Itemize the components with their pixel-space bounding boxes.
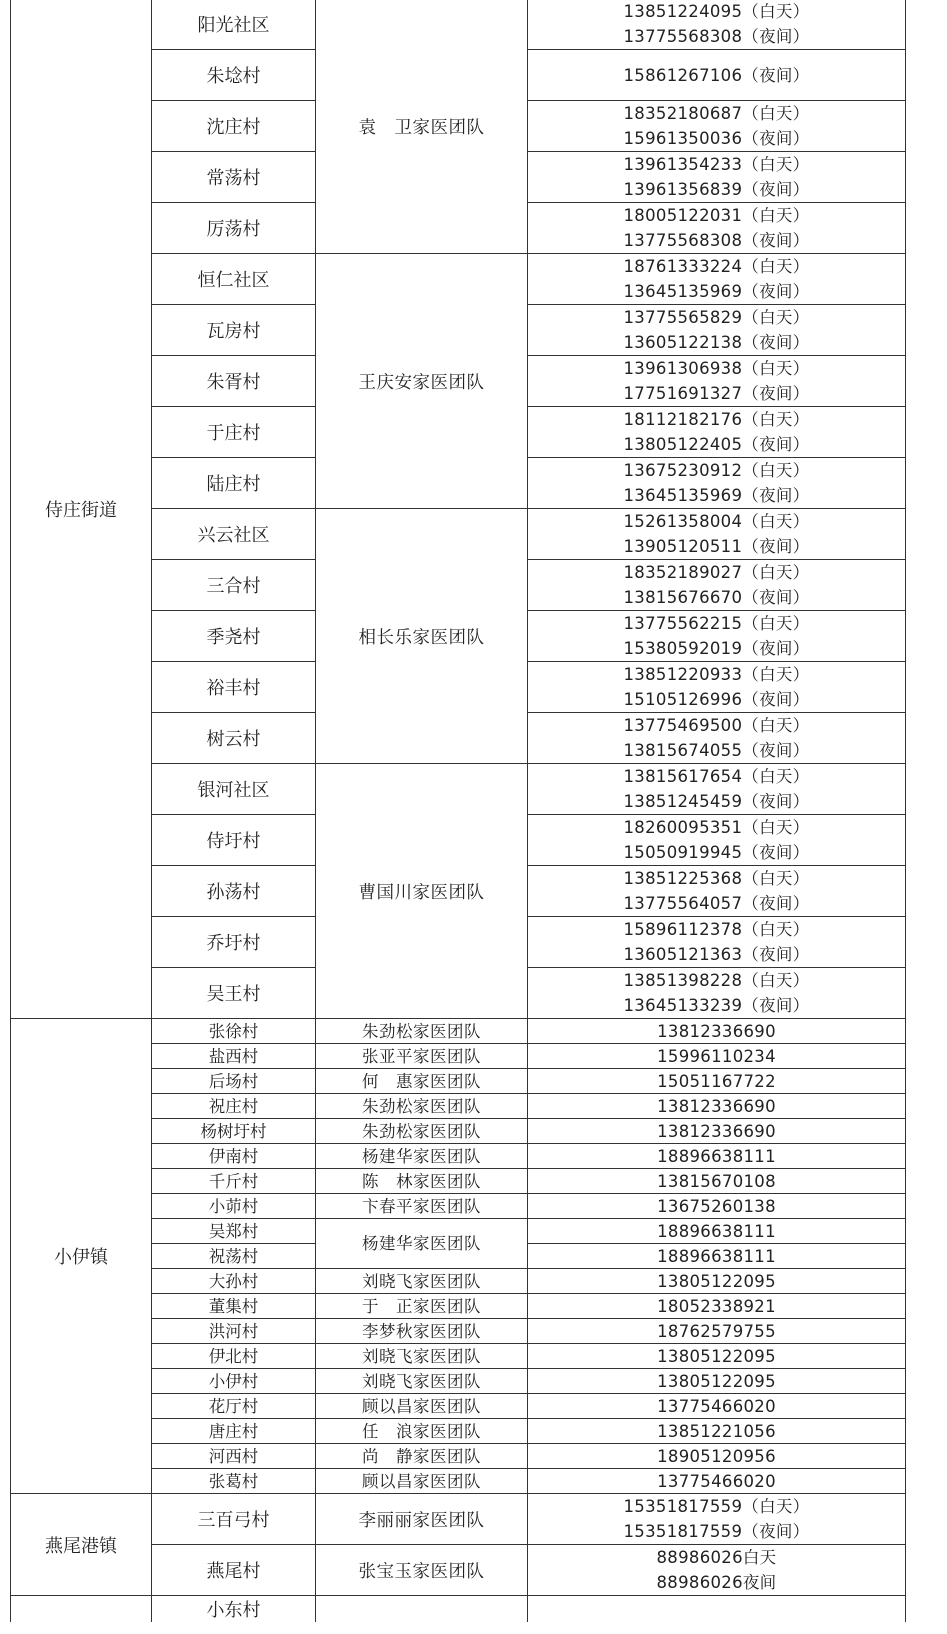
- phone-number: 18761333224（白天）: [623, 257, 810, 276]
- village-name: 三合村: [152, 560, 316, 611]
- phone-cell: [528, 713, 906, 764]
- village-name: 裕丰村: [152, 662, 316, 713]
- team-name: 朱劲松家医团队: [316, 1094, 528, 1119]
- phone-number: 13905120511（夜间）: [623, 537, 810, 556]
- phone-cell: [528, 1494, 906, 1545]
- village-name: 树云村: [152, 713, 316, 764]
- team-name: 杨建华家医团队: [316, 1219, 528, 1269]
- village-name: 小茆村: [152, 1194, 316, 1219]
- table-row: [11, 0, 906, 50]
- phone-number: 15050919945（夜间）: [623, 843, 810, 862]
- team-name: 卞春平家医团队: [316, 1194, 528, 1219]
- team-name: 袁 卫家医团队: [316, 0, 528, 254]
- village-name: 燕尾村: [152, 1545, 316, 1596]
- table-row: [11, 1494, 906, 1545]
- village-name: 瓦房村: [152, 305, 316, 356]
- phone-number: 88986026白天: [656, 1548, 777, 1567]
- village-name: 伊北村: [152, 1344, 316, 1369]
- phone-number: 13675230912（白天）: [623, 461, 810, 480]
- village-name: 朱胥村: [152, 356, 316, 407]
- phone-number: 18762579755: [528, 1319, 906, 1344]
- village-name: 张葛村: [152, 1469, 316, 1494]
- phone-number: 13851221056: [528, 1419, 906, 1444]
- contact-table-page: [10, 0, 906, 1622]
- team-name: [316, 1596, 528, 1623]
- phone-number: 13805122095: [528, 1369, 906, 1394]
- phone-number: 15961350036（夜间）: [623, 129, 810, 148]
- phone-cell: [528, 662, 906, 713]
- village-name: 千斤村: [152, 1169, 316, 1194]
- village-name: 唐庄村: [152, 1419, 316, 1444]
- phone-number: 13815676670（夜间）: [623, 588, 810, 607]
- phone-number: 88986026夜间: [656, 1573, 777, 1592]
- team-name: 王庆安家医团队: [316, 254, 528, 509]
- phone-number: 18896638111: [528, 1144, 906, 1169]
- phone-number: 13851224095（白天）: [623, 2, 810, 21]
- phone-number: 13961306938（白天）: [623, 359, 810, 378]
- village-name: 乔圩村: [152, 917, 316, 968]
- phone-number: 13851398228（白天）: [623, 971, 810, 990]
- village-name: 伊南村: [152, 1144, 316, 1169]
- phone-number: 18352189027（白天）: [623, 563, 810, 582]
- phone-number: 15261358004（白天）: [623, 512, 810, 531]
- team-name: 何 惠家医团队: [316, 1069, 528, 1094]
- phone-number: 13805122405（夜间）: [623, 435, 810, 454]
- village-name: 侍圩村: [152, 815, 316, 866]
- phone-number: 13775562215（白天）: [623, 614, 810, 633]
- village-name: 张徐村: [152, 1019, 316, 1044]
- phone-cell: [528, 1596, 906, 1623]
- village-name: 陆庄村: [152, 458, 316, 509]
- phone-cell: [528, 611, 906, 662]
- phone-cell: [528, 356, 906, 407]
- phone-number: 13775568308（夜间）: [623, 231, 810, 250]
- phone-number: 18052338921: [528, 1294, 906, 1319]
- team-name: 刘晓飞家医团队: [316, 1369, 528, 1394]
- team-name: 李丽丽家医团队: [316, 1494, 528, 1545]
- phone-number: 13805122095: [528, 1344, 906, 1369]
- village-name: 后场村: [152, 1069, 316, 1094]
- village-name: 吴郑村: [152, 1219, 316, 1244]
- phone-number: 15380592019（夜间）: [623, 639, 810, 658]
- phone-number: 15105126996（夜间）: [623, 690, 810, 709]
- team-name: 相长乐家医团队: [316, 509, 528, 764]
- table-row: [11, 1019, 906, 1044]
- phone-number: 13775565829（白天）: [623, 308, 810, 327]
- phone-number: 13645135969（夜间）: [623, 282, 810, 301]
- phone-number: 18260095351（白天）: [623, 818, 810, 837]
- phone-number: 15896112378（白天）: [623, 920, 810, 939]
- phone-number: 13775564057（夜间）: [623, 894, 810, 913]
- phone-cell: [528, 560, 906, 611]
- village-name: 吴王村: [152, 968, 316, 1019]
- village-name: 孙荡村: [152, 866, 316, 917]
- phone-cell: [528, 509, 906, 560]
- phone-number: 18352180687（白天）: [623, 104, 810, 123]
- phone-number: 13675260138: [528, 1194, 906, 1219]
- village-name: 杨树圩村: [152, 1119, 316, 1144]
- village-name: 河西村: [152, 1444, 316, 1469]
- phone-cell: [528, 254, 906, 305]
- team-name: 尚 静家医团队: [316, 1444, 528, 1469]
- family-doctor-contact-table: [10, 0, 906, 1622]
- phone-cell: [528, 152, 906, 203]
- team-name: 任 浪家医团队: [316, 1419, 528, 1444]
- team-name: 杨建华家医团队: [316, 1144, 528, 1169]
- team-name: 刘晓飞家医团队: [316, 1269, 528, 1294]
- phone-number: 13812336690: [528, 1119, 906, 1144]
- phone-number: 15051167722: [528, 1069, 906, 1094]
- team-name: 于 正家医团队: [316, 1294, 528, 1319]
- phone-number: 13605121363（夜间）: [623, 945, 810, 964]
- phone-cell: [528, 101, 906, 152]
- phone-number: 13815617654（白天）: [623, 767, 810, 786]
- team-name: 朱劲松家医团队: [316, 1119, 528, 1144]
- village-name: 大孙村: [152, 1269, 316, 1294]
- phone-cell: [528, 407, 906, 458]
- team-name: 张宝玉家医团队: [316, 1545, 528, 1596]
- village-name: 季尧村: [152, 611, 316, 662]
- phone-cell: [528, 458, 906, 509]
- town-name: 侍庄街道: [11, 0, 152, 1019]
- village-name: 于庄村: [152, 407, 316, 458]
- village-name: 沈庄村: [152, 101, 316, 152]
- team-name: 曹国川家医团队: [316, 764, 528, 1019]
- town-name-continued: [11, 1596, 152, 1623]
- phone-number: 13851225368（白天）: [623, 869, 810, 888]
- village-name: 祝庄村: [152, 1094, 316, 1119]
- phone-number: 17751691327（夜间）: [623, 384, 810, 403]
- phone-number: 13775568308（夜间）: [623, 27, 810, 46]
- team-name: 李梦秋家医团队: [316, 1319, 528, 1344]
- phone-number: 18896638111: [528, 1244, 906, 1269]
- phone-number: 13812336690: [528, 1094, 906, 1119]
- phone-cell: [528, 305, 906, 356]
- village-name: 洪河村: [152, 1319, 316, 1344]
- phone-number: 13775466020: [528, 1394, 906, 1419]
- village-name: 花厅村: [152, 1394, 316, 1419]
- phone-number: 18905120956: [528, 1444, 906, 1469]
- phone-cell: [528, 968, 906, 1019]
- village-name: 董集村: [152, 1294, 316, 1319]
- phone-number: 13645135969（夜间）: [623, 486, 810, 505]
- phone-number: 15996110234: [528, 1044, 906, 1069]
- team-name: 刘晓飞家医团队: [316, 1344, 528, 1369]
- phone-number: 13775469500（白天）: [623, 716, 810, 735]
- town-name: 小伊镇: [11, 1019, 152, 1494]
- phone-cell: [528, 50, 906, 101]
- village-name: 三百弓村: [152, 1494, 316, 1545]
- phone-number: 13851245459（夜间）: [623, 792, 810, 811]
- town-name: 燕尾港镇: [11, 1494, 152, 1596]
- table-row: [11, 1596, 906, 1623]
- village-name: 恒仁社区: [152, 254, 316, 305]
- phone-cell: [528, 203, 906, 254]
- phone-number: 18112182176（白天）: [623, 410, 810, 429]
- team-name: 张亚平家医团队: [316, 1044, 528, 1069]
- phone-cell: [528, 1545, 906, 1596]
- phone-cell: [528, 764, 906, 815]
- phone-number: 18005122031（白天）: [623, 206, 810, 225]
- phone-number: 15351817559（夜间）: [623, 1522, 810, 1541]
- phone-number: 13805122095: [528, 1269, 906, 1294]
- phone-number: 15861267106（夜间）: [623, 65, 810, 85]
- team-name: 朱劲松家医团队: [316, 1019, 528, 1044]
- village-name: 阳光社区: [152, 0, 316, 50]
- village-name: 小东村: [152, 1596, 316, 1623]
- team-name: 陈 林家医团队: [316, 1169, 528, 1194]
- phone-cell: [528, 866, 906, 917]
- village-name: 朱埝村: [152, 50, 316, 101]
- village-name: 银河社区: [152, 764, 316, 815]
- phone-number: 18896638111: [528, 1219, 906, 1244]
- phone-number: 13961354233（白天）: [623, 155, 810, 174]
- village-name: 厉荡村: [152, 203, 316, 254]
- team-name: 顾以昌家医团队: [316, 1469, 528, 1494]
- phone-number: 13812336690: [528, 1019, 906, 1044]
- phone-cell: [528, 917, 906, 968]
- phone-number: 13645133239（夜间）: [623, 996, 810, 1015]
- village-name: 小伊村: [152, 1369, 316, 1394]
- village-name: 盐西村: [152, 1044, 316, 1069]
- phone-cell: [528, 0, 906, 50]
- phone-number: 15351817559（白天）: [623, 1497, 810, 1516]
- phone-number: 13815670108: [528, 1169, 906, 1194]
- village-name: 兴云社区: [152, 509, 316, 560]
- phone-number: 13605122138（夜间）: [623, 333, 810, 352]
- phone-number: 13851220933（白天）: [623, 665, 810, 684]
- phone-number: 13961356839（夜间）: [623, 180, 810, 199]
- team-name: 顾以昌家医团队: [316, 1394, 528, 1419]
- village-name: 常荡村: [152, 152, 316, 203]
- village-name: 祝荡村: [152, 1244, 316, 1269]
- phone-cell: [528, 815, 906, 866]
- phone-number: 13775466020: [528, 1469, 906, 1494]
- phone-number: 13815674055（夜间）: [623, 741, 810, 760]
